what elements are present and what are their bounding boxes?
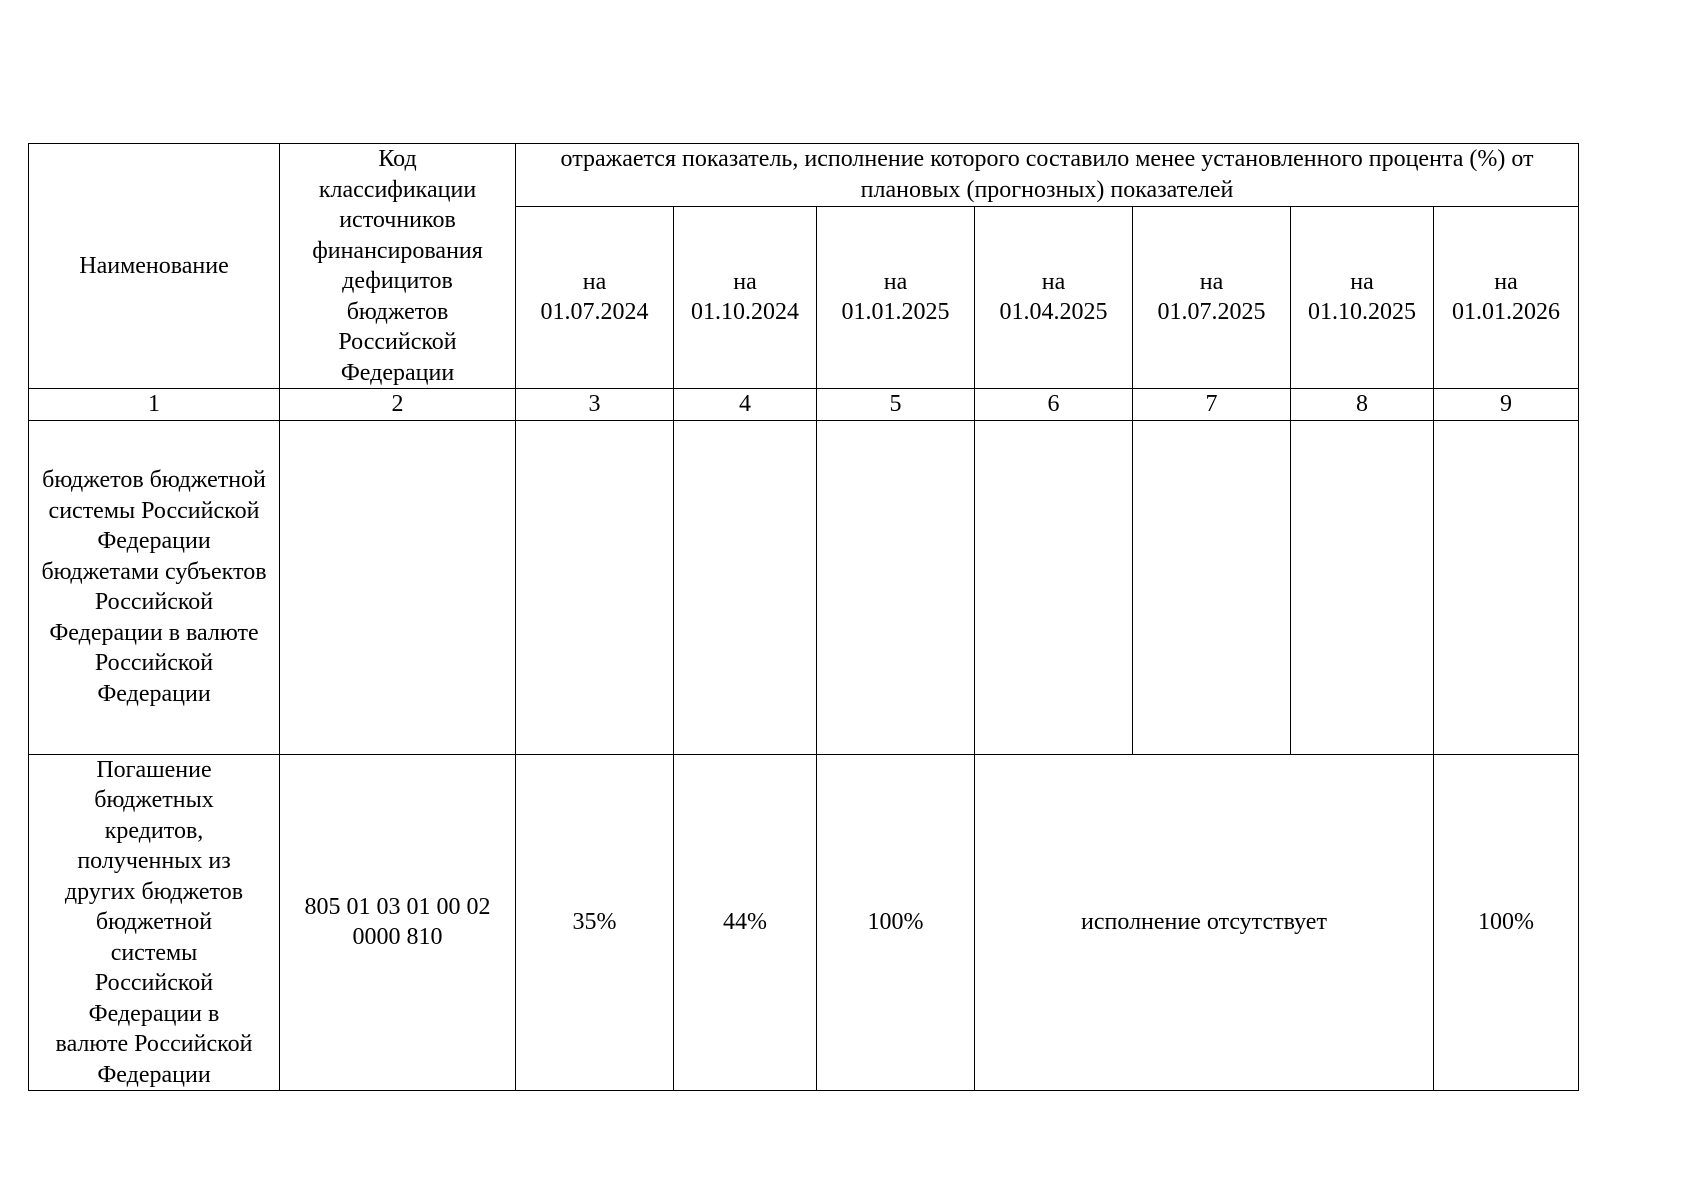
row-value: 100% — [817, 754, 975, 1091]
table-row — [29, 420, 1579, 754]
header-name: Наименование — [29, 144, 280, 389]
row-value: 44% — [674, 754, 817, 1091]
header-date-1: на 01.07.2024 — [516, 206, 674, 389]
table-row — [29, 754, 1579, 1091]
header-date-4: на 01.04.2025 — [975, 206, 1133, 389]
row-name: Погашение бюджетных кредитов, полученных из других бюджетов бюджетной системы Российской Федерации в валюте Российской Федерации — [29, 754, 280, 1091]
row-value: 35% — [516, 754, 674, 1091]
row-value — [1291, 420, 1434, 754]
header-date-5: на 01.07.2025 — [1133, 206, 1291, 389]
row-value — [516, 420, 674, 754]
column-number: 2 — [280, 389, 516, 421]
header-group: отражается показатель, исполнение которого составило менее установленного процента (%) от плановых (прогнозных) показателей — [516, 144, 1579, 207]
row-value: 100% — [1434, 754, 1579, 1091]
column-number-row — [29, 389, 1579, 421]
column-number: 1 — [29, 389, 280, 421]
header-date-2: на 01.10.2024 — [674, 206, 817, 389]
row-value — [975, 420, 1133, 754]
column-number: 7 — [1133, 389, 1291, 421]
header-date-6: на 01.10.2025 — [1291, 206, 1434, 389]
row-code: 805 01 03 01 00 02 0000 810 — [280, 754, 516, 1091]
column-number: 3 — [516, 389, 674, 421]
row-value — [817, 420, 975, 754]
budget-execution-table — [28, 143, 1579, 1091]
row-code — [280, 420, 516, 754]
column-number: 6 — [975, 389, 1133, 421]
row-value — [674, 420, 817, 754]
row-value — [1434, 420, 1579, 754]
column-number: 8 — [1291, 389, 1434, 421]
header-code: Код классификации источников финансирования дефицитов бюджетов Российской Федерации — [280, 144, 516, 389]
column-number: 9 — [1434, 389, 1579, 421]
row-merged-note: исполнение отсутствует — [975, 754, 1434, 1091]
header-row-top — [29, 144, 1579, 207]
column-number: 4 — [674, 389, 817, 421]
header-date-7: на 01.01.2026 — [1434, 206, 1579, 389]
column-number: 5 — [817, 389, 975, 421]
row-value — [1133, 420, 1291, 754]
header-date-3: на 01.01.2025 — [817, 206, 975, 389]
row-name: бюджетов бюджетной системы Российской Федерации бюджетами субъектов Российской Федерации в валюте Российской Федерации — [29, 420, 280, 754]
